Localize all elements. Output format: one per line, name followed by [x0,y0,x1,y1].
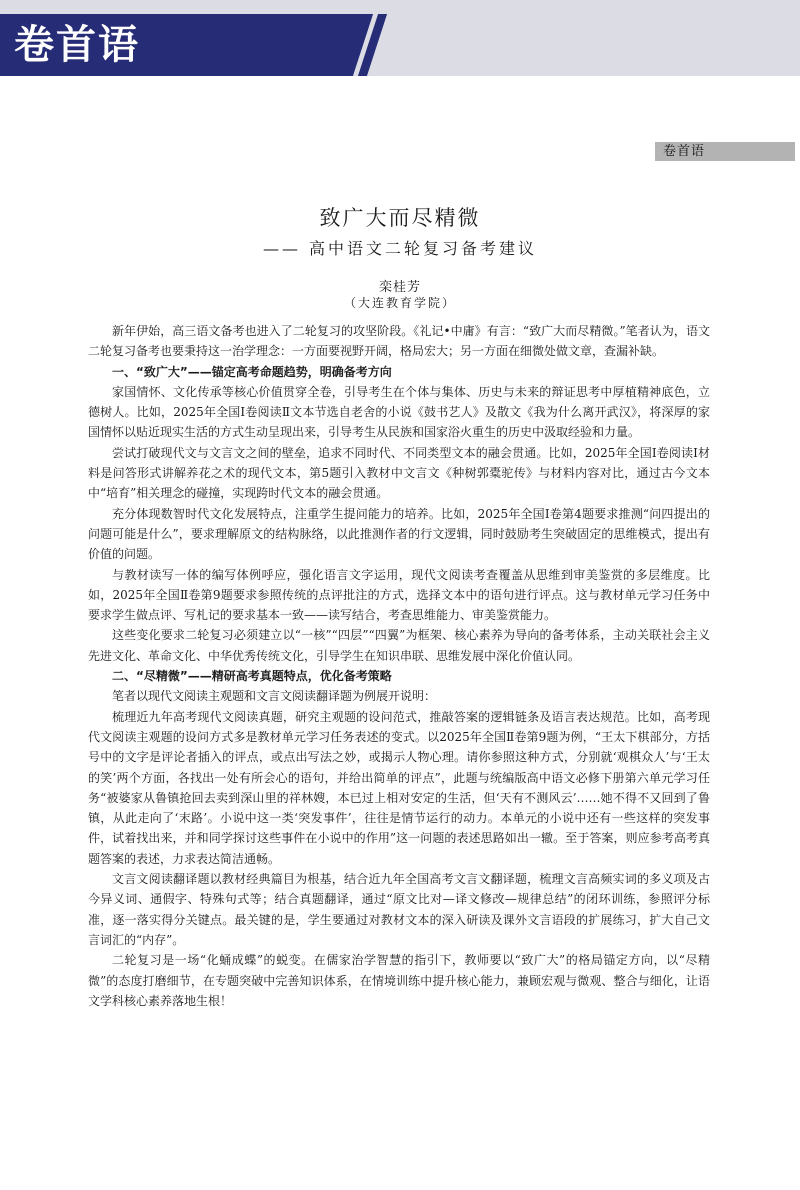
paragraph: 尝试打破现代文与文言文之间的壁垒，追求不同时代、不同类型文本的融会贯通。比如，2025年全国Ⅰ卷阅读Ⅰ材料是问答形式讲解养花之术的现代文本，第5题引入教材中文言文《种树郭橐驼传》与材料内容对比，通过古今文本中“培育”相关理念的碰撞，实现跨时代文本的融会贯通。 [88,445,710,501]
article-body [88,321,710,1011]
paragraph: 文言文阅读翻译题以教材经典篇目为根基，结合近九年全国高考文言文翻译题，梳理文言高频实词的多义项及古今异义词、通假字、特殊句式等；结合真题翻译，通过“原文比对—译文修改—规律总结”的闭环训练，参照评分标准，逐一落实得分关键点。最关键的是，学生要通过对教材文本的深入研读及课外文言语段的扩展练习，扩大自己文言词汇的“内存”。 [88,872,710,947]
paragraph: 这些变化要求二轮复习必须建立以“一核”“四层”“四翼”为框架、核心素养为导向的备考体系，主动关联社会主义先进文化、革命文化、中华优秀传统文化，引导学生在知识串联、思维发展中深化价值认同。 [88,628,710,663]
section-heading: 一、“致广大”——锚定高考命题趋势，明确备考方向 [112,364,392,379]
paragraph: 梳理近九年高考现代文阅读真题，研究主观题的设问范式，推敲答案的逻辑链条及语言表达规范。比如，高考现代文阅读主观题的设问方式多是教材单元学习任务表述的变式。以2025年全国Ⅱ卷第9题为例，“王太下棋部分，方括号中的文字是评论者插入的评点，或点出写法之妙，或揭示人物心理。请你参照这种方式，分别就‘观棋众人’与‘王太的笑’两个方面，各找出一处有所会心的语句，并给出简单的评点”，此题与统编版高中语文必修下册第六单元学习任务“被婆家从鲁镇抢回去卖到深山里的祥林嫂，本已过上相对安定的生活，但‘天有不测风云’……她不得不又回到了鲁镇，从此走向了‘末路’。小说中这一类‘突发事件’，往往是情节运行的动力。本单元的小说中还有一些这样的突发事件，试着找出来，并和同学探讨这些事件在小说中的作用”这一问题的表述思路如出一辙。至于答案，则应参考高考真题答案的表述，力求表达简洁通畅。 [88,709,710,866]
paragraph: 新年伊始，高三语文备考也进入了二轮复习的攻坚阶段。《礼记•中庸》有言：“致广大而尽精微。”笔者认为，语文二轮复习备考也要秉持这一治学理念：一方面要视野开阔，格局宏大；另一方面在细微处做文章，查漏补缺。 [88,324,710,359]
article-title: 致广大而尽精微 [319,206,481,230]
paragraph: 充分体现数智时代文化发展特点，注重学生提问能力的培养。比如，2025年全国Ⅰ卷第4题要求推测“问四提出的问题可能是什么”，要求理解原文的结构脉络，以此推测作者的行文逻辑，同时鼓励考生突破固定的思维模式，提出有价值的问题。 [88,506,710,562]
article-subtitle: —— 高中语文二轮复习备考建议 [262,239,538,258]
paragraph: 家国情怀、文化传承等核心价值贯穿全卷，引导考生在个体与集体、历史与未来的辩证思考中厚植精神底色，立德树人。比如，2025年全国Ⅰ卷阅读Ⅱ文本节选自老舍的小说《鼓书艺人》及散文《我为什么离开武汉》，将深厚的家国情怀以贴近现实生活的方式生动呈现出来，引导考生从民族和国家浴火重生的历史中汲取经验和力量。 [88,384,710,440]
author-affiliation: （大连教育学院） [343,296,456,310]
author-name: 栾桂芳 [378,280,421,295]
section-heading: 二、“尽精微”——精研高考真题特点，优化备考策略 [112,669,392,684]
section-tag-label: 卷首语 [663,144,706,159]
section-tag [655,142,795,161]
paragraph: 笔者以现代文阅读主观题和文言文阅读翻译题为例展开说明： [112,689,437,704]
header-title: 卷首语 [14,22,140,68]
paragraph: 二轮复习是一场“化蛹成蝶”的蜕变。在儒家治学智慧的指引下，教师要以“致广大”的格局锚定方向，以“尽精微”的态度打磨细节，在专题突破中完善知识体系，在情境训练中提升核心能力，兼顾宏观与微观、整合与细化，让语文学科核心素养落地生根！ [88,953,710,1008]
paragraph: 与教材读写一体的编写体例呼应，强化语言文字运用，现代文阅读考查覆盖从思维到审美鉴赏的多层维度。比如，2025年全国Ⅱ卷第9题要求参照传统的点评批注的方式，选择文本中的语句进行评点。这与教材单元学习任务中要求学生做点评、写札记的要求基本一致——读写结合，考查思维能力、审美鉴赏能力。 [88,567,710,623]
